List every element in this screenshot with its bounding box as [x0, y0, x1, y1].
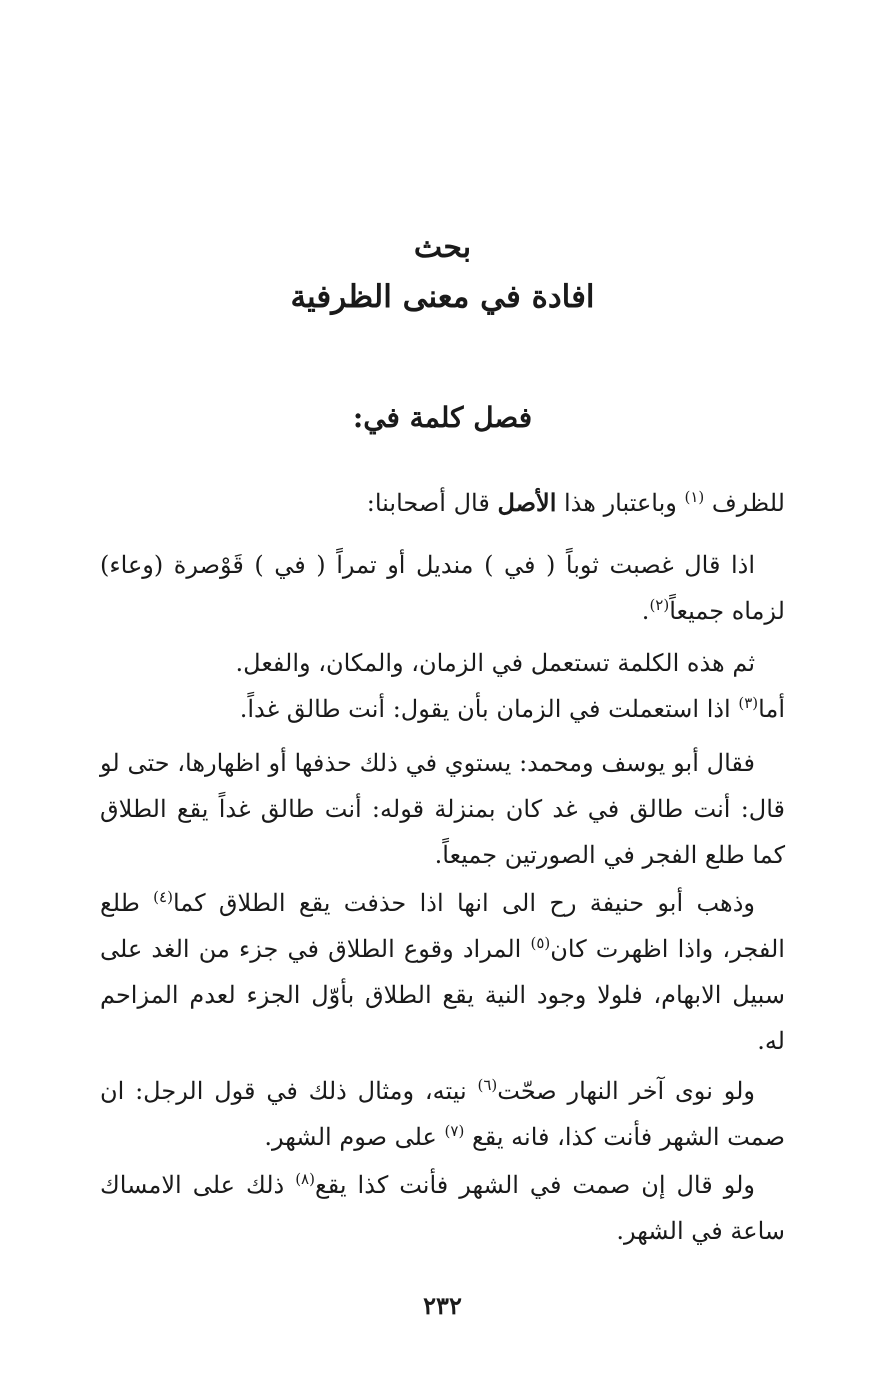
page-title: بحث [413, 230, 472, 265]
bold-term: الأصل [497, 488, 557, 517]
paragraph-text: نيته، ومثال ذلك في قول الرجل: ان صمت الشهر فأنت كذا، فانه يقع [100, 1077, 785, 1151]
paragraph-text: على صوم الشهر. [264, 1123, 437, 1151]
paragraph-text: وباعتبار هذا [564, 489, 677, 517]
footnote-marker: (٧) [444, 1122, 465, 1140]
page-number: ٢٣٢ [423, 1291, 462, 1320]
footnote-marker: (٤) [153, 888, 173, 906]
paragraph-text: وذهب أبو حنيفة رح الى انها اذا حذفت يقع الطلاق كما [172, 889, 755, 917]
paragraph-5 [100, 740, 785, 878]
paragraph-1 [100, 480, 785, 526]
paragraph-7 [100, 1068, 785, 1160]
footnote-marker: (٦) [477, 1076, 498, 1094]
footnote-marker: (١) [684, 488, 705, 506]
footnote-marker: (٣) [738, 694, 759, 712]
paragraph-text: المراد وقوع الطلاق في جزء من الغد على سبيل الابهام، فلولا وجود النية يقع الطلاق بأوّل الجزء لعدم المزاحم له. [100, 935, 785, 1055]
paragraph-text: أما [758, 695, 785, 723]
paragraph-text: قال أصحابنا: [366, 489, 490, 517]
paragraph-text: ولو قال إن صمت في الشهر فأنت كذا يقع [314, 1171, 755, 1199]
paragraph-text: ولو نوى آخر النهار صحّت [497, 1077, 755, 1105]
footnote-marker: (٨) [295, 1170, 315, 1188]
paragraph-text: . [641, 597, 650, 625]
footnote-marker: (٥) [530, 934, 551, 952]
paragraph-text: ذلك على الامساك ساعة في الشهر. [100, 1171, 785, 1245]
paragraph-2 [100, 542, 785, 634]
paragraph-text: ثم هذه الكلمة تستعمل في الزمان، والمكان، والفعل. [235, 649, 755, 677]
paragraph-3 [100, 640, 785, 686]
paragraph-6 [100, 880, 785, 1064]
paragraph-4 [100, 686, 785, 732]
paragraph-8 [100, 1162, 785, 1254]
paragraph-text: فقال أبو يوسف ومحمد: يستوي في ذلك حذفها أو اظهارها، حتى لو قال: أنت طالق في غد كان بمنزلة قوله: أنت طالق غداً يقع الطلاق كما طلع الفجر في الصورتين جميعاً. [100, 749, 785, 869]
section-heading: فصل كلمة في: [352, 401, 533, 434]
footnote-marker: (٢) [649, 596, 670, 614]
paragraph-text: اذا استعملت في الزمان بأن يقول: أنت طالق غداً. [239, 695, 731, 723]
page-subtitle: افادة في معنى الظرفية [290, 279, 595, 315]
paragraph-text: اذا قال غصبت ثوباً ( في ) منديل أو تمراً ( في ) قَوْصرة (وعاء) لزماه جميعاً [100, 551, 785, 625]
paragraph-text: طلع الفجر، واذا اظهرت كان [100, 889, 785, 963]
paragraph-text: للظرف [711, 489, 785, 517]
